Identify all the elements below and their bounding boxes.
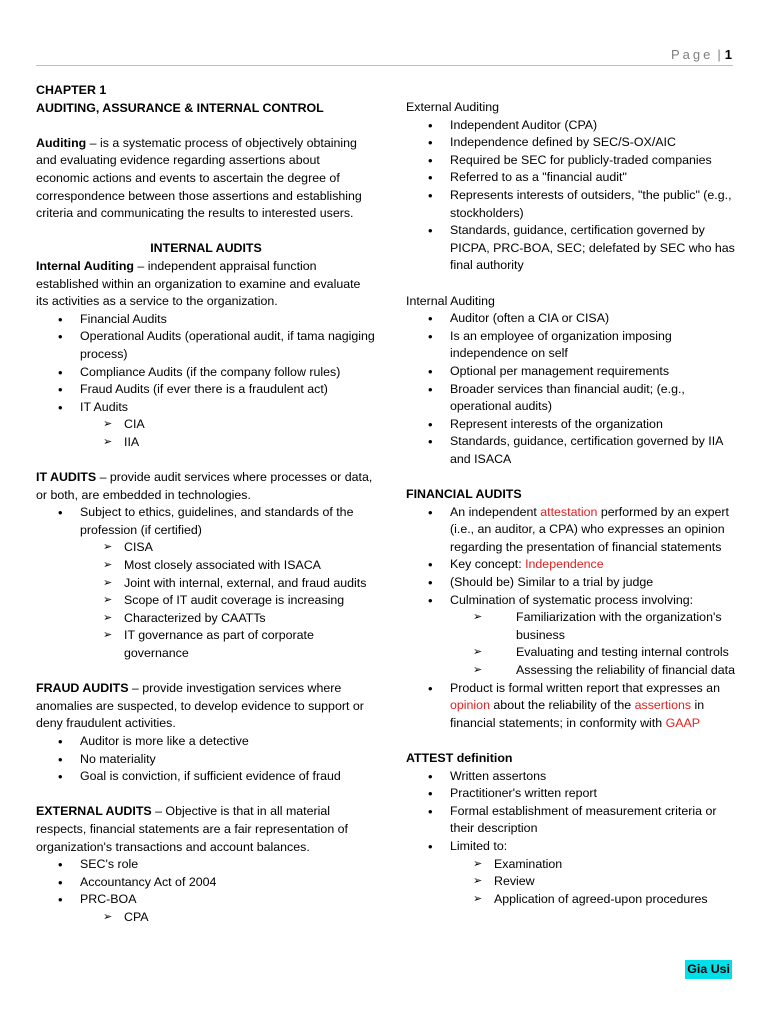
- it-audits-definition: IT AUDITS – provide audit services where processes or data, or both, are embedded in technologies.: [36, 470, 373, 502]
- sub-list-item: ➢ Familiarization with the organization's business: [406, 609, 742, 644]
- sub-list-item: ➢ Most closely associated with ISACA: [36, 557, 376, 575]
- list-item: • Auditor (often a CIA or CISA): [406, 310, 742, 328]
- author-footer: Gia Usi: [685, 960, 732, 979]
- it-audits-list: [36, 504, 376, 662]
- list-item: • Financial Audits: [36, 311, 376, 329]
- list-item: • Is an employee of organization imposing independence on self: [406, 328, 742, 363]
- page-separator: |: [717, 47, 721, 62]
- sub-list-item: ➢ Joint with internal, external, and fraud audits: [36, 575, 376, 593]
- list-item: • Standards, guidance, certification governed by PICPA, PRC-BOA, SEC; delefated by SEC who has final authority: [406, 222, 742, 275]
- sub-list-item: ➢ CISA: [36, 539, 376, 557]
- list-item: • Culmination of systematic process involving:: [406, 592, 742, 610]
- header-rule: [36, 65, 733, 66]
- list-item: • (Should be) Similar to a trial by judge: [406, 574, 742, 592]
- external-auditing-list: [406, 117, 742, 275]
- page-number: 1: [724, 47, 732, 62]
- list-item: • PRC-BOA: [36, 891, 376, 909]
- sub-list-item: ➢ Review: [406, 873, 742, 891]
- sub-list-item: ➢ CPA: [36, 909, 376, 927]
- list-item: • Independent Auditor (CPA): [406, 117, 742, 135]
- right-column: [406, 99, 742, 908]
- list-item: • Goal is conviction, if sufficient evidence of fraud: [36, 768, 376, 786]
- fraud-audits-definition: FRAUD AUDITS – provide investigation services where anomalies are suspected, to develop evidence to support or deny fraudulent activities.: [36, 681, 364, 731]
- sub-list-item: ➢ Assessing the reliability of financial data: [406, 662, 742, 680]
- internal-auditing-list: [406, 310, 742, 468]
- list-item: • Product is formal written report that expresses an opinion about the reliability of the assertions in financial statements; in conformity with GAAP: [406, 680, 742, 733]
- list-item: • Limited to:: [406, 838, 742, 856]
- chapter-title: AUDITING, ASSURANCE & INTERNAL CONTROL: [36, 100, 324, 115]
- list-item: • Compliance Audits (if the company follow rules): [36, 364, 376, 382]
- list-item: • Optional per management requirements: [406, 363, 742, 381]
- list-item: • Key concept: Independence: [406, 556, 742, 574]
- internal-auditing-heading: Internal Auditing: [406, 293, 495, 308]
- internal-audit-types-list: [36, 311, 376, 452]
- left-column: [36, 82, 376, 927]
- list-item: • Fraud Audits (if ever there is a fraudulent act): [36, 381, 376, 399]
- page-header: [671, 46, 732, 64]
- sub-list-item: ➢ Evaluating and testing internal controls: [406, 644, 742, 662]
- page-word: Page: [671, 47, 714, 62]
- list-item: • SEC's role: [36, 856, 376, 874]
- list-item: • Broader services than financial audit; (e.g., operational audits): [406, 381, 742, 416]
- list-item: • IT Audits: [36, 399, 376, 417]
- list-item: • An independent attestation performed by an expert (i.e., an auditor, a CPA) who expresses an opinion regarding the presentation of financial statements: [406, 504, 742, 557]
- list-item: • Subject to ethics, guidelines, and standards of the profession (if certified): [36, 504, 376, 539]
- fraud-audits-list: [36, 733, 376, 786]
- sub-list-item: ➢ IT governance as part of corporate governance: [36, 627, 376, 662]
- list-item: • Independence defined by SEC/S-OX/AIC: [406, 134, 742, 152]
- list-item: • No materiality: [36, 751, 376, 769]
- list-item: • Written assertons: [406, 768, 742, 786]
- list-item: • Represent interests of the organization: [406, 416, 742, 434]
- internal-auditing-definition: Internal Auditing – independent appraisal function established within an organization to examine and evaluate its activities as a service to the organization.: [36, 258, 361, 309]
- sub-list-item: ➢ IIA: [36, 434, 376, 452]
- list-item: • Auditor is more like a detective: [36, 733, 376, 751]
- list-item: • Practitioner's written report: [406, 785, 742, 803]
- auditing-definition: Auditing – is a systematic process of objectively obtaining and evaluating evidence regarding assertions about economic actions and events to ascertain the degree of correspondence between those assertions and establishing criteria and communicating the results to interested users.: [36, 135, 362, 221]
- sub-list-item: ➢ Scope of IT audit coverage is increasing: [36, 592, 376, 610]
- list-item: • Required be SEC for publicly-traded companies: [406, 152, 742, 170]
- list-item: • Operational Audits (operational audit, if tama nagiging process): [36, 328, 376, 363]
- sub-list-item: ➢ Application of agreed-upon procedures: [406, 891, 742, 909]
- external-auditing-heading: External Auditing: [406, 100, 499, 114]
- attest-definition-heading: ATTEST definition: [406, 750, 513, 765]
- attest-definition-list: [406, 768, 742, 909]
- list-item: • Referred to as a "financial audit": [406, 169, 742, 187]
- external-audits-definition: EXTERNAL AUDITS – Objective is that in all material respects, financial statements are a fair representation of organization's transactions and account balances.: [36, 804, 348, 854]
- internal-audits-heading: INTERNAL AUDITS: [150, 241, 262, 256]
- list-item: • Standards, guidance, certification governed by IIA and ISACA: [406, 433, 742, 468]
- list-item: • Formal establishment of measurement criteria or their description: [406, 803, 742, 838]
- sub-list-item: ➢ CIA: [36, 416, 376, 434]
- sub-list-item: ➢ Characterized by CAATTs: [36, 610, 376, 628]
- external-audits-list: [36, 856, 376, 926]
- sub-list-item: ➢ Examination: [406, 856, 742, 874]
- list-item: • Accountancy Act of 2004: [36, 874, 376, 892]
- list-item: • Represents interests of outsiders, "the public" (e.g., stockholders): [406, 187, 742, 222]
- financial-audits-list: [406, 504, 742, 733]
- financial-audits-heading: FINANCIAL AUDITS: [406, 487, 522, 502]
- chapter-label: CHAPTER 1: [36, 83, 107, 97]
